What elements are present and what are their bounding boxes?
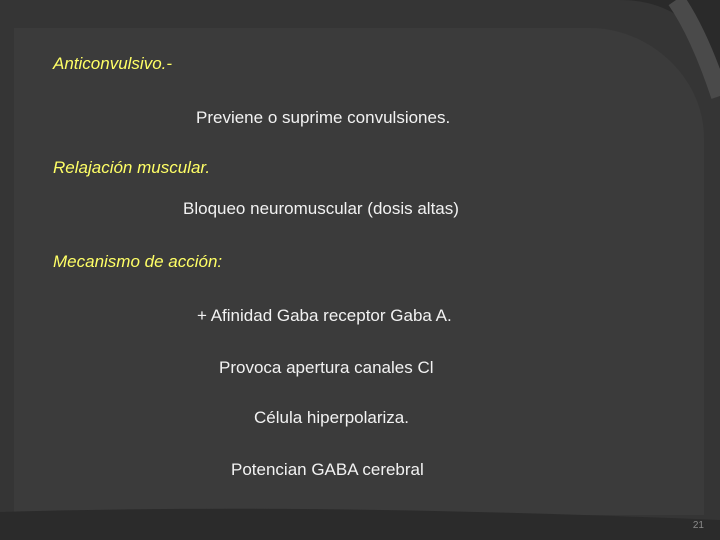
heading-anticonvulsivo: Anticonvulsivo.-: [53, 54, 173, 73]
text-potencian-gaba: Potencian GABA cerebral: [231, 460, 424, 479]
page-number: 21: [692, 520, 704, 531]
text-previene: Previene o suprime convulsiones.: [196, 108, 451, 127]
text-celula-hiperpolariza: Célula hiperpolariza.: [254, 408, 409, 427]
heading-relajacion-muscular: Relajación muscular.: [53, 158, 211, 177]
heading-mecanismo-accion: Mecanismo de acción:: [53, 252, 223, 271]
text-apertura-canales: Provoca apertura canales Cl: [219, 358, 434, 377]
text-bloqueo: Bloqueo neuromuscular (dosis altas): [183, 199, 459, 218]
text-afinidad: + Afinidad Gaba receptor Gaba A.: [197, 306, 452, 325]
